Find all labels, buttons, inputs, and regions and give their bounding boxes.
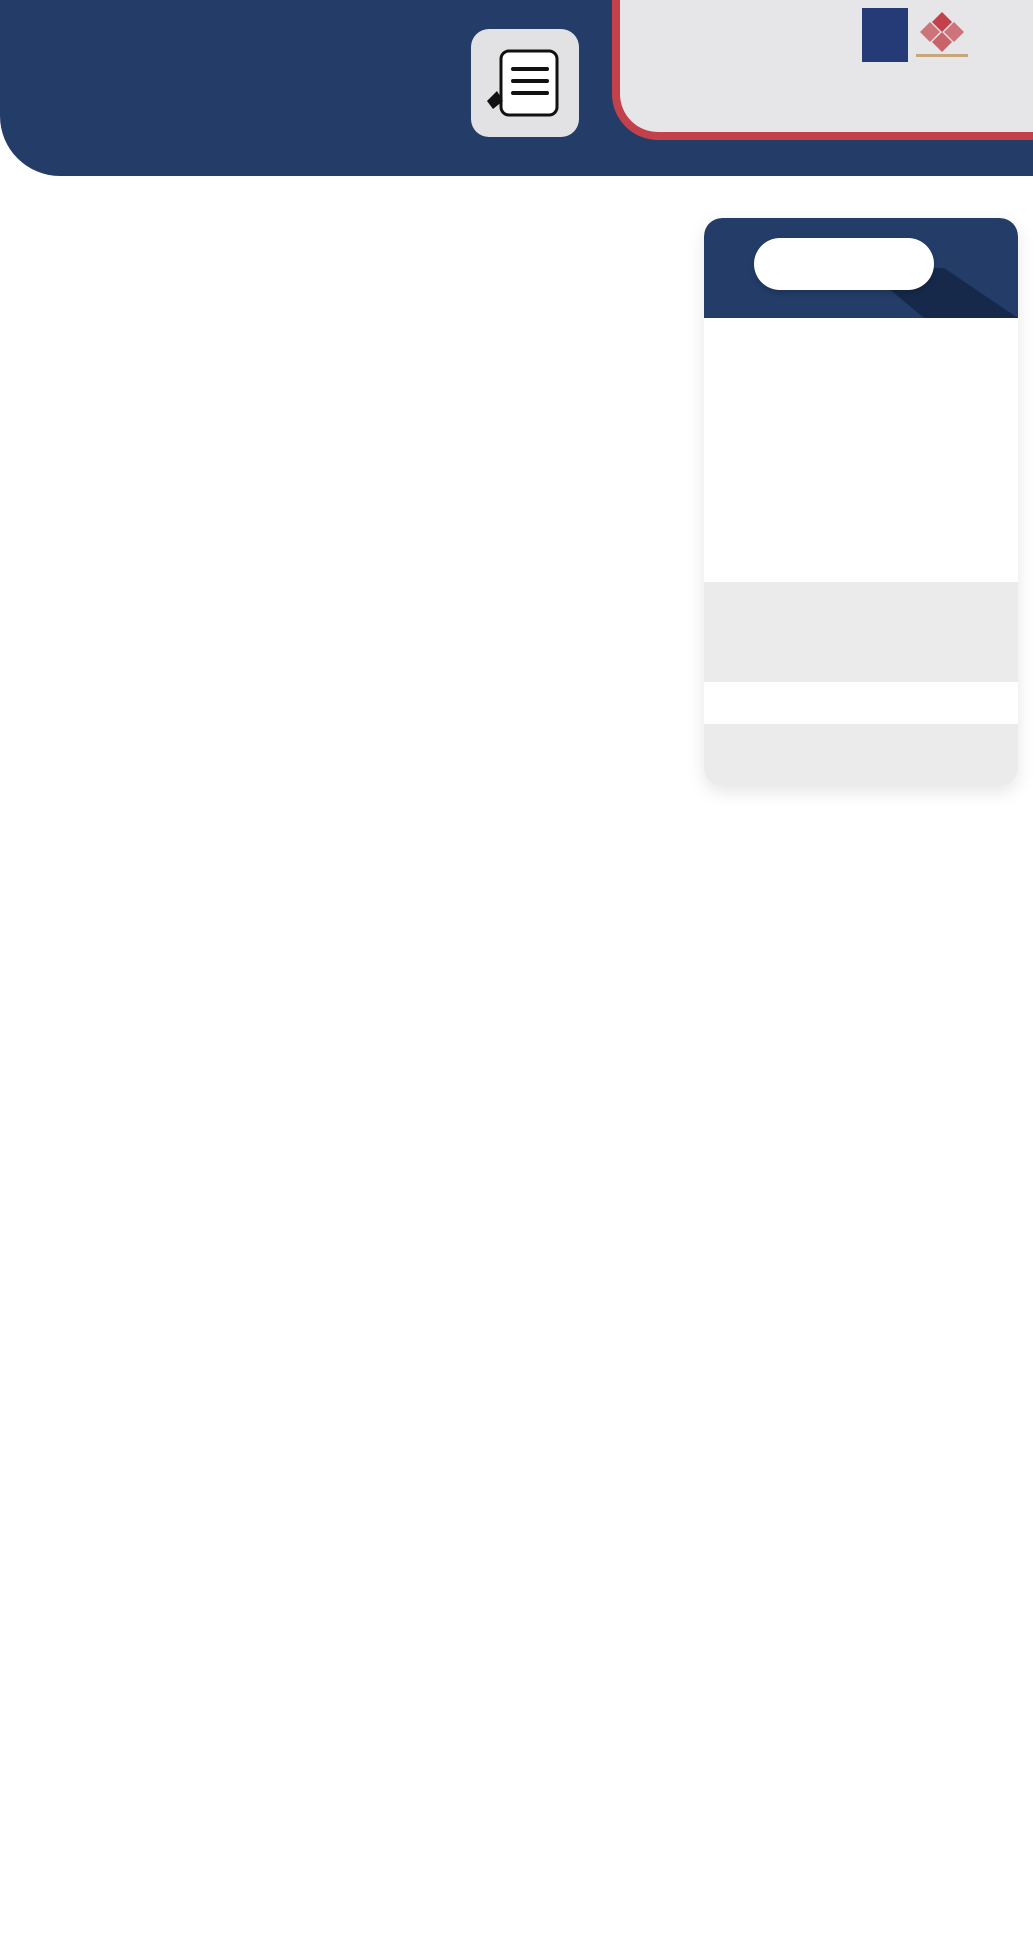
s1-monday-overlay [704,218,1018,786]
logo-bar-graphic [862,8,908,62]
university-emblem-icon [912,8,972,62]
document-icon-box [471,29,579,137]
page-header [0,0,1033,176]
document-list-icon [471,29,579,137]
